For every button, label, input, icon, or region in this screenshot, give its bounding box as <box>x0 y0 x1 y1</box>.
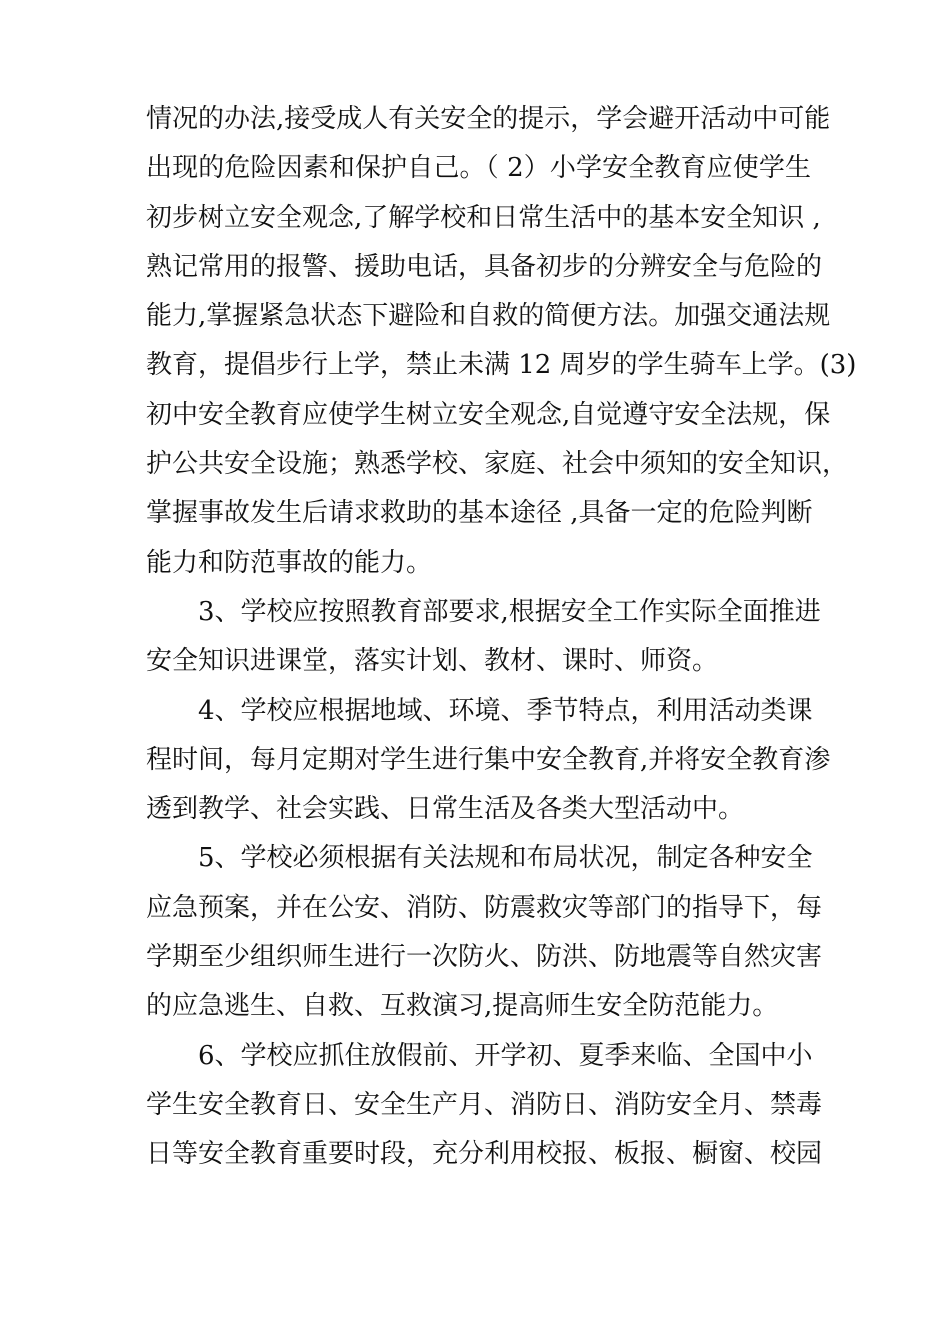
text-line: 安全知识进课堂，落实计划、教材、课时、师资。 <box>146 646 719 677</box>
text-line: 日等安全教育重要时段，充分利用校报、板报、橱窗、校园 <box>146 1139 823 1170</box>
text-line: 教育，提倡步行上学，禁止未满 12 周岁的学生骑车上学。(3) <box>146 350 857 381</box>
paragraph-5 <box>146 834 823 1031</box>
paragraph-6 <box>146 1032 823 1180</box>
text-line: 能力,掌握紧急状态下避险和自救的简便方法。加强交通法规 <box>146 301 831 332</box>
text-line: 初步树立安全观念,了解学校和日常生活中的基本安全知识 , <box>146 202 821 233</box>
text-line: 掌握事故发生后请求救助的基本途径 ,具备一定的危险判断 <box>146 498 813 529</box>
text-line: 熟记常用的报警、援助电话，具备初步的分辨安全与危险的 <box>146 251 823 282</box>
text-line: 3、学校应按照教育部要求,根据安全工作实际全面推进 <box>198 596 821 627</box>
text-line: 初中安全教育应使学生树立安全观念,自觉遵守安全法规，保 <box>146 399 831 430</box>
text-line: 学期至少组织师生进行一次防火、防洪、防地震等自然灾害 <box>146 942 823 973</box>
text-line: 学生安全教育日、安全生产月、消防日、消防安全月、禁毒 <box>146 1089 823 1120</box>
text-line: 6、学校应抓住放假前、开学初、夏季来临、全国中小 <box>198 1040 813 1071</box>
text-line: 出现的危险因素和保护自己。（ 2）小学安全教育应使学生 <box>146 153 811 184</box>
text-line: 护公共安全设施；熟悉学校、家庭、社会中须知的安全知识， <box>146 449 849 480</box>
text-line: 5、学校必须根据有关法规和布局状况，制定各种安全 <box>198 843 813 874</box>
text-line: 透到教学、社会实践、日常生活及各类大型活动中。 <box>146 794 745 825</box>
text-line: 4、学校应根据地域、环境、季节特点，利用活动类课 <box>198 695 813 726</box>
text-line: 情况的办法,接受成人有关安全的提示，学会避开活动中可能 <box>146 104 831 134</box>
paragraph-4 <box>146 687 831 835</box>
paragraph-continuation <box>146 95 857 588</box>
text-line: 能力和防范事故的能力。 <box>146 547 433 578</box>
text-line: 的应急逃生、自救、互救演习,提高师生安全防范能力。 <box>146 991 779 1022</box>
text-line: 程时间，每月定期对学生进行集中安全教育,并将安全教育渗 <box>146 744 831 775</box>
text-line: 应急预案，并在公安、消防、防震救灾等部门的指导下，每 <box>146 892 823 923</box>
document-body <box>146 95 857 1180</box>
paragraph-3 <box>146 588 821 687</box>
